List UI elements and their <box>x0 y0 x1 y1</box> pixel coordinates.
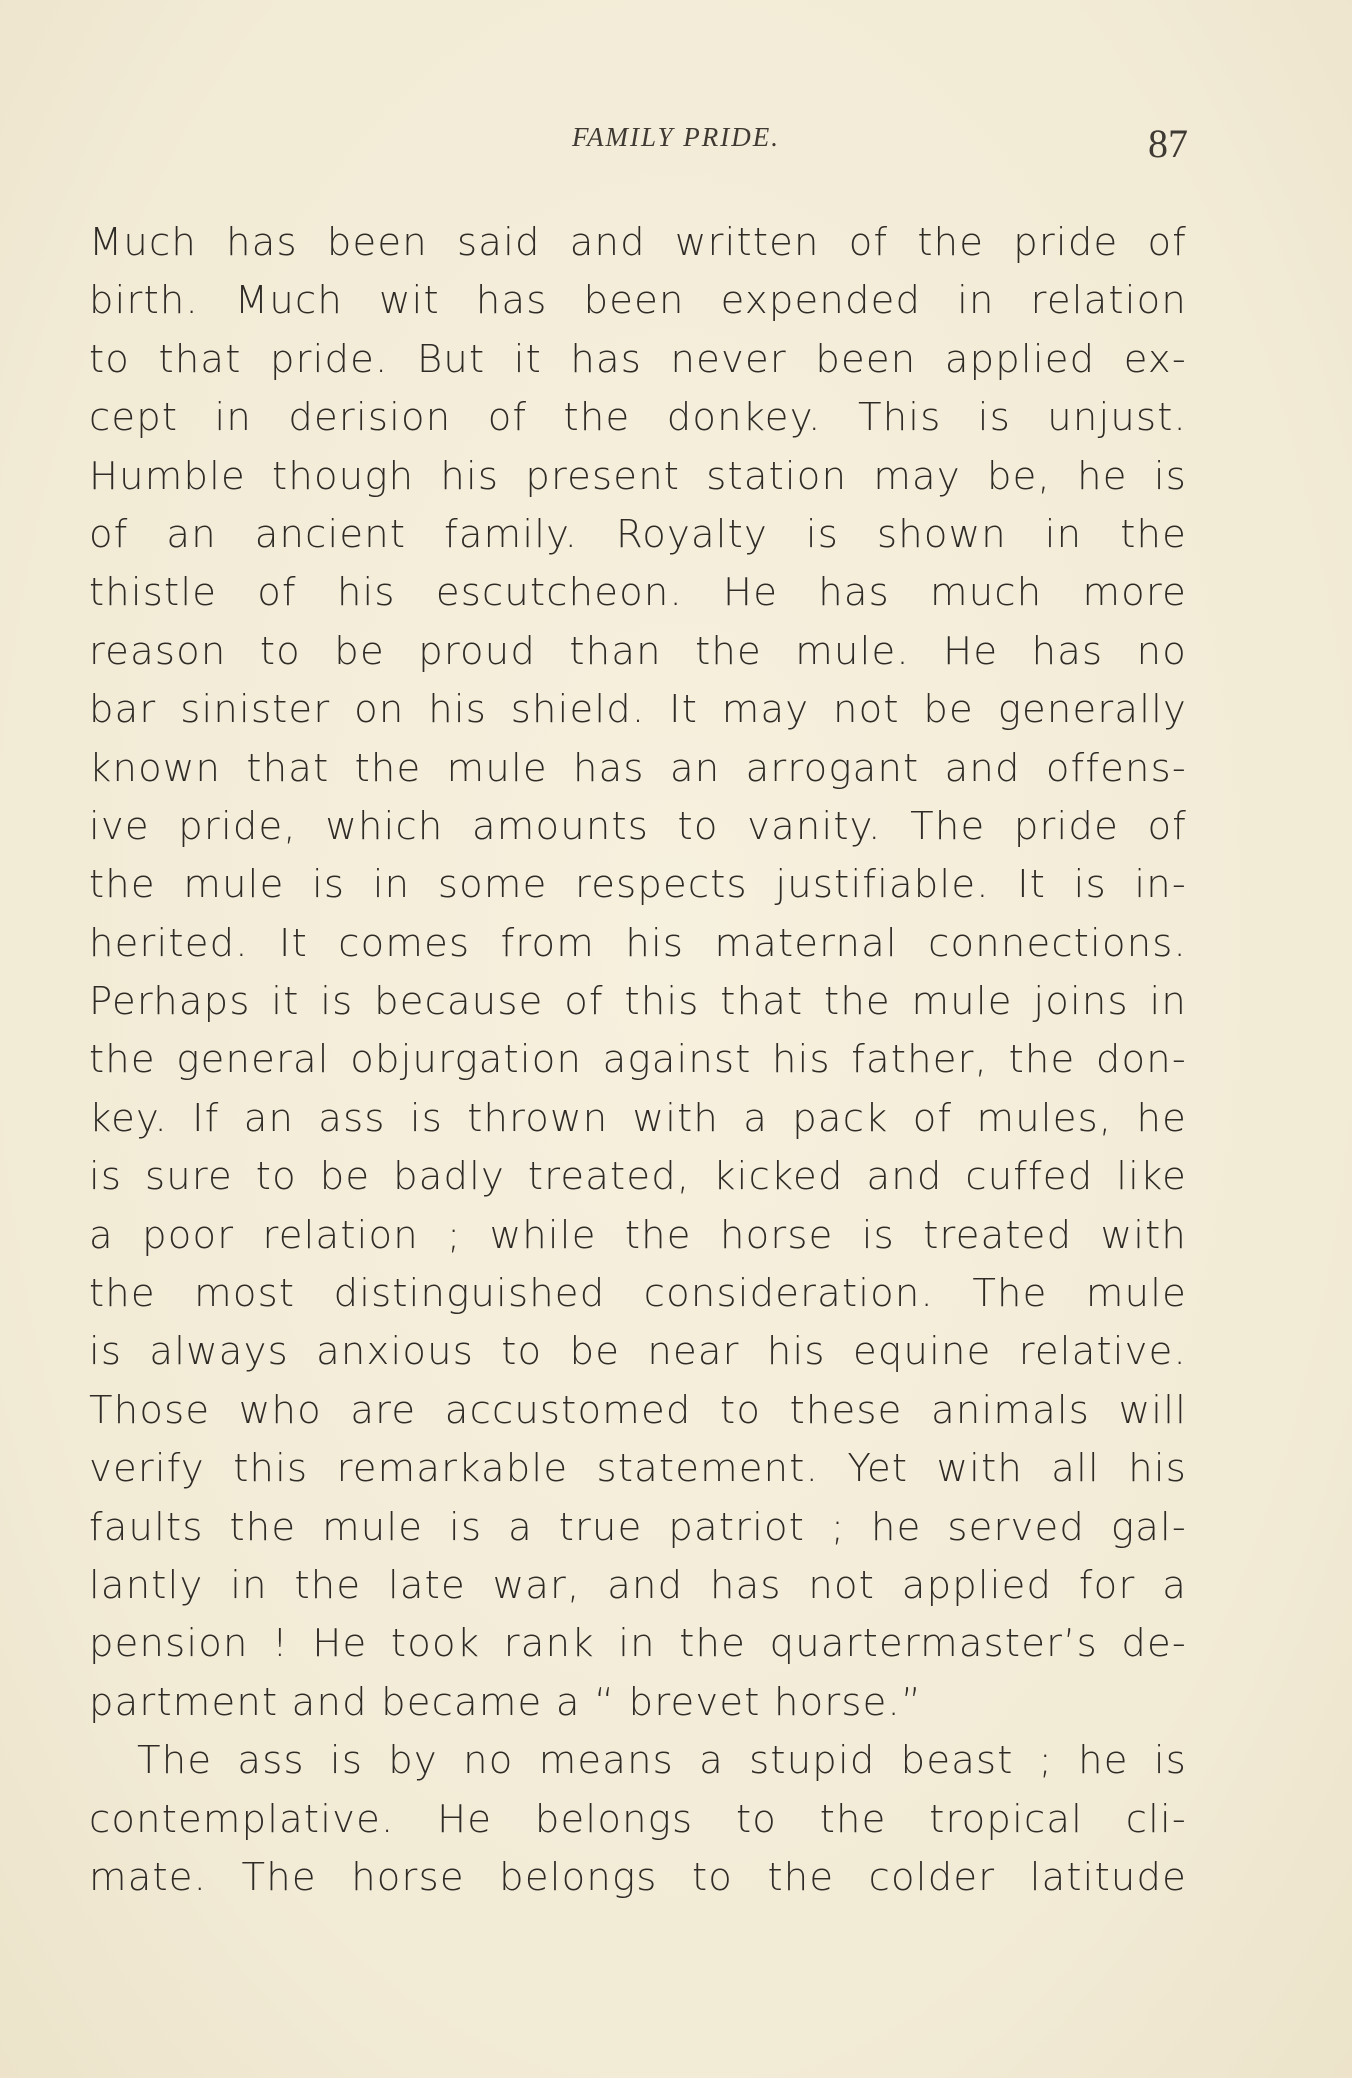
text-line: the general objurgation against his father, the don- <box>89 1037 1187 1083</box>
text-line: birth. Much wit has been expended in relation <box>89 278 1187 324</box>
text-line: to that pride. But it has never been applied ex- <box>89 336 1187 382</box>
body-text <box>89 214 1187 1907</box>
text-line: the mule is in some respects justifiable. It is in- <box>89 862 1187 908</box>
text-line: Perhaps it is because of this that the mule joins in <box>89 979 1187 1025</box>
text-line: pension ! He took rank in the quartermaster’s de- <box>89 1621 1187 1667</box>
text-line: is sure to be badly treated, kicked and cuffed like <box>89 1154 1187 1200</box>
page-number: 87 <box>1148 121 1188 166</box>
paragraph-1 <box>89 214 1187 1732</box>
text-line: ive pride, which amounts to vanity. The pride of <box>89 803 1187 849</box>
text-line: Humble though his present station may be, he is <box>89 453 1187 499</box>
text-line: of an ancient family. Royalty is shown in the <box>89 511 1187 557</box>
text-line: is always anxious to be near his equine relative. <box>89 1329 1187 1375</box>
text-line: reason to be proud than the mule. He has no <box>89 628 1187 674</box>
text-line: lantly in the late war, and has not applied for a <box>89 1562 1187 1608</box>
text-line: a poor relation ; while the horse is treated with <box>89 1212 1187 1258</box>
text-line: mate. The horse belongs to the colder latitude <box>89 1854 1187 1900</box>
text-line: key. If an ass is thrown with a pack of mules, he <box>89 1095 1187 1141</box>
text-line: faults the mule is a true patriot ; he served gal- <box>89 1504 1187 1550</box>
text-line: partment and became a “ brevet horse.” <box>89 1679 923 1725</box>
text-line: cept in derision of the donkey. This is unjust. <box>89 395 1187 441</box>
text-line: Much has been said and written of the pride of <box>89 220 1187 265</box>
text-line: herited. It comes from his maternal connections. <box>89 920 1187 966</box>
text-line: Those who are accustomed to these animals will <box>89 1387 1187 1433</box>
text-line: The ass is by no means a stupid beast ; he is <box>137 1738 1187 1784</box>
text-line: bar sinister on his shield. It may not be generally <box>89 687 1187 733</box>
running-title: FAMILY PRIDE. <box>572 122 780 152</box>
text-line: verify this remarkable statement. Yet with all his <box>89 1446 1187 1492</box>
text-line: contemplative. He belongs to the tropical cli- <box>89 1796 1187 1842</box>
text-line: thistle of his escutcheon. He has much more <box>89 570 1187 616</box>
paragraph-2 <box>89 1732 1187 1907</box>
text-line: the most distinguished consideration. The mule <box>89 1271 1187 1317</box>
text-line: known that the mule has an arrogant and offens- <box>89 745 1187 791</box>
